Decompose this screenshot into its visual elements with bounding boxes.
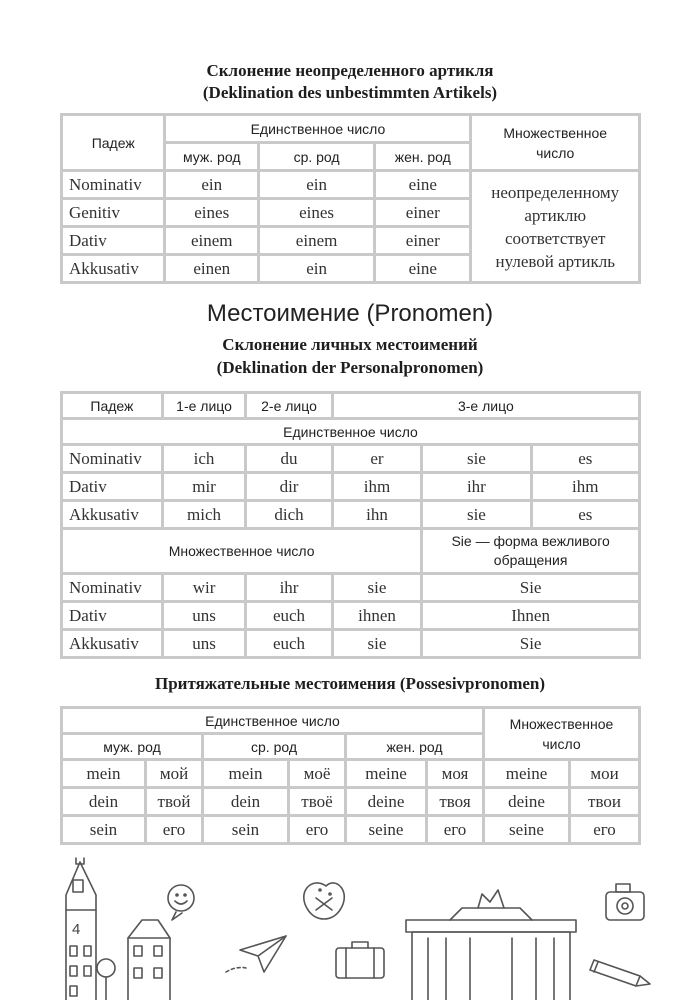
doodle-illustrations — [0, 850, 700, 1000]
case-label: Dativ — [63, 228, 163, 253]
gender-header-neuter: ср. род — [204, 735, 344, 758]
case-label: Akkusativ — [63, 502, 161, 527]
case-label: Dativ — [63, 603, 161, 628]
section2-title-de: (Deklination der Personalpronomen) — [216, 358, 484, 377]
pronoun-cell: es — [533, 446, 638, 471]
possessive-de-cell: mein — [63, 761, 144, 786]
article-cell: einen — [166, 256, 257, 281]
case-label: Akkusativ — [63, 256, 163, 281]
article-cell: eines — [166, 200, 257, 225]
pronoun-cell: sie — [423, 502, 529, 527]
house-icon — [66, 858, 96, 1000]
case-header: Падеж — [63, 394, 161, 417]
gender-header-masculine: муж. род — [63, 735, 201, 758]
gender-header-feminine: жен. род — [376, 144, 469, 169]
pronoun-cell: ihr — [423, 474, 529, 499]
pronoun-cell: euch — [247, 631, 330, 656]
section1-title-ru: Склонение неопределенного артикля — [206, 61, 494, 80]
brandenburg-gate-icon — [406, 890, 576, 1000]
polite-form-header: Sie — форма вежливого обращения — [423, 530, 638, 572]
article-cell: einer — [376, 200, 469, 225]
pronoun-cell: dir — [247, 474, 330, 499]
pronoun-cell: ich — [164, 446, 245, 471]
pronoun-heading: Местоимение (Pronomen) — [206, 300, 494, 327]
case-header: Падеж — [63, 116, 163, 169]
pronoun-cell: uns — [164, 603, 245, 628]
indefinite-article-table — [60, 113, 641, 284]
possessive-de-cell: dein — [63, 789, 144, 814]
case-label: Nominativ — [63, 575, 161, 600]
personal-pronouns-table — [60, 391, 641, 659]
section3-title: Притяжательные местоимения (Possesivpronomen) — [154, 674, 546, 693]
person1-header: 1-е лицо — [164, 394, 245, 417]
person3-header: 3-е лицо — [334, 394, 638, 417]
pronoun-cell: mich — [164, 502, 245, 527]
pronoun-cell: uns — [164, 631, 245, 656]
smiley-icon — [168, 885, 194, 920]
camera-icon — [606, 884, 644, 920]
pronoun-cell: er — [334, 446, 420, 471]
possessive-de-cell: deine — [485, 789, 568, 814]
pronoun-cell: ihr — [247, 575, 330, 600]
pronoun-cell: sie — [423, 446, 529, 471]
person2-header: 2-е лицо — [247, 394, 330, 417]
case-label: Dativ — [63, 474, 161, 499]
pronoun-cell: sie — [334, 575, 420, 600]
possessive-de-cell: deine — [347, 789, 425, 814]
plural-header: Множественное число — [485, 709, 638, 758]
possessive-ru-cell: его — [147, 817, 201, 842]
possessive-ru-cell: его — [571, 817, 638, 842]
article-cell: einer — [376, 228, 469, 253]
plural-note: неопределенному артиклю соответствует нулевой артикль — [472, 172, 638, 281]
page-number: 4 — [72, 921, 81, 938]
article-cell: eines — [260, 200, 373, 225]
polite-pronoun-cell: Sie — [423, 575, 638, 600]
article-cell: eine — [376, 172, 469, 197]
possessive-ru-cell: мой — [147, 761, 201, 786]
pronoun-cell: sie — [334, 631, 420, 656]
case-label: Genitiv — [63, 200, 163, 225]
article-cell: einem — [166, 228, 257, 253]
possessive-de-cell: seine — [485, 817, 568, 842]
possessive-de-cell: sein — [63, 817, 144, 842]
pronoun-cell: dich — [247, 502, 330, 527]
article-cell: ein — [166, 172, 257, 197]
article-cell: ein — [260, 256, 373, 281]
section2-title-ru: Склонение личных местоимений — [222, 335, 478, 354]
possessive-ru-cell: твоя — [428, 789, 482, 814]
pronoun-cell: ihm — [334, 474, 420, 499]
pretzel-icon — [304, 883, 345, 919]
pronoun-cell: du — [247, 446, 330, 471]
pronoun-cell: es — [533, 502, 638, 527]
case-label: Akkusativ — [63, 631, 161, 656]
gender-header-masculine: муж. род — [166, 144, 257, 169]
possessive-ru-cell: его — [428, 817, 482, 842]
possessive-de-cell: dein — [204, 789, 287, 814]
possessive-ru-cell: моё — [290, 761, 344, 786]
singular-header: Единственное число — [166, 116, 469, 141]
plural-header: Множественное число — [472, 116, 638, 169]
pencil-icon — [590, 960, 650, 986]
case-label: Nominativ — [63, 172, 163, 197]
suitcase-icon — [336, 942, 384, 978]
polite-pronoun-cell: Sie — [423, 631, 638, 656]
possessive-ru-cell: мои — [571, 761, 638, 786]
case-label: Nominativ — [63, 446, 161, 471]
possessive-de-cell: seine — [347, 817, 425, 842]
pronoun-cell: euch — [247, 603, 330, 628]
possessive-pronouns-table — [60, 706, 641, 845]
pronoun-cell: wir — [164, 575, 245, 600]
pronoun-cell: ihnen — [334, 603, 420, 628]
possessive-de-cell: mein — [204, 761, 287, 786]
possessive-de-cell: sein — [204, 817, 287, 842]
possessive-de-cell: meine — [485, 761, 568, 786]
singular-header: Единственное число — [63, 420, 638, 443]
tree-icon — [97, 959, 115, 1000]
possessive-ru-cell: твой — [147, 789, 201, 814]
section1-title-de: (Deklination des unbestimmten Artikels) — [202, 83, 498, 102]
possessive-ru-cell: моя — [428, 761, 482, 786]
article-cell: einem — [260, 228, 373, 253]
house-icon — [128, 920, 170, 1000]
pronoun-cell: ihn — [334, 502, 420, 527]
possessive-ru-cell: твоё — [290, 789, 344, 814]
possessive-ru-cell: его — [290, 817, 344, 842]
gender-header-feminine: жен. род — [347, 735, 482, 758]
singular-header: Единственное число — [63, 709, 482, 732]
possessive-ru-cell: твои — [571, 789, 638, 814]
pronoun-cell: mir — [164, 474, 245, 499]
paper-plane-icon — [226, 936, 286, 972]
article-cell: ein — [260, 172, 373, 197]
gender-header-neuter: ср. род — [260, 144, 373, 169]
pronoun-cell: ihm — [533, 474, 638, 499]
plural-header: Множественное число — [63, 530, 420, 572]
article-cell: eine — [376, 256, 469, 281]
possessive-de-cell: meine — [347, 761, 425, 786]
polite-pronoun-cell: Ihnen — [423, 603, 638, 628]
